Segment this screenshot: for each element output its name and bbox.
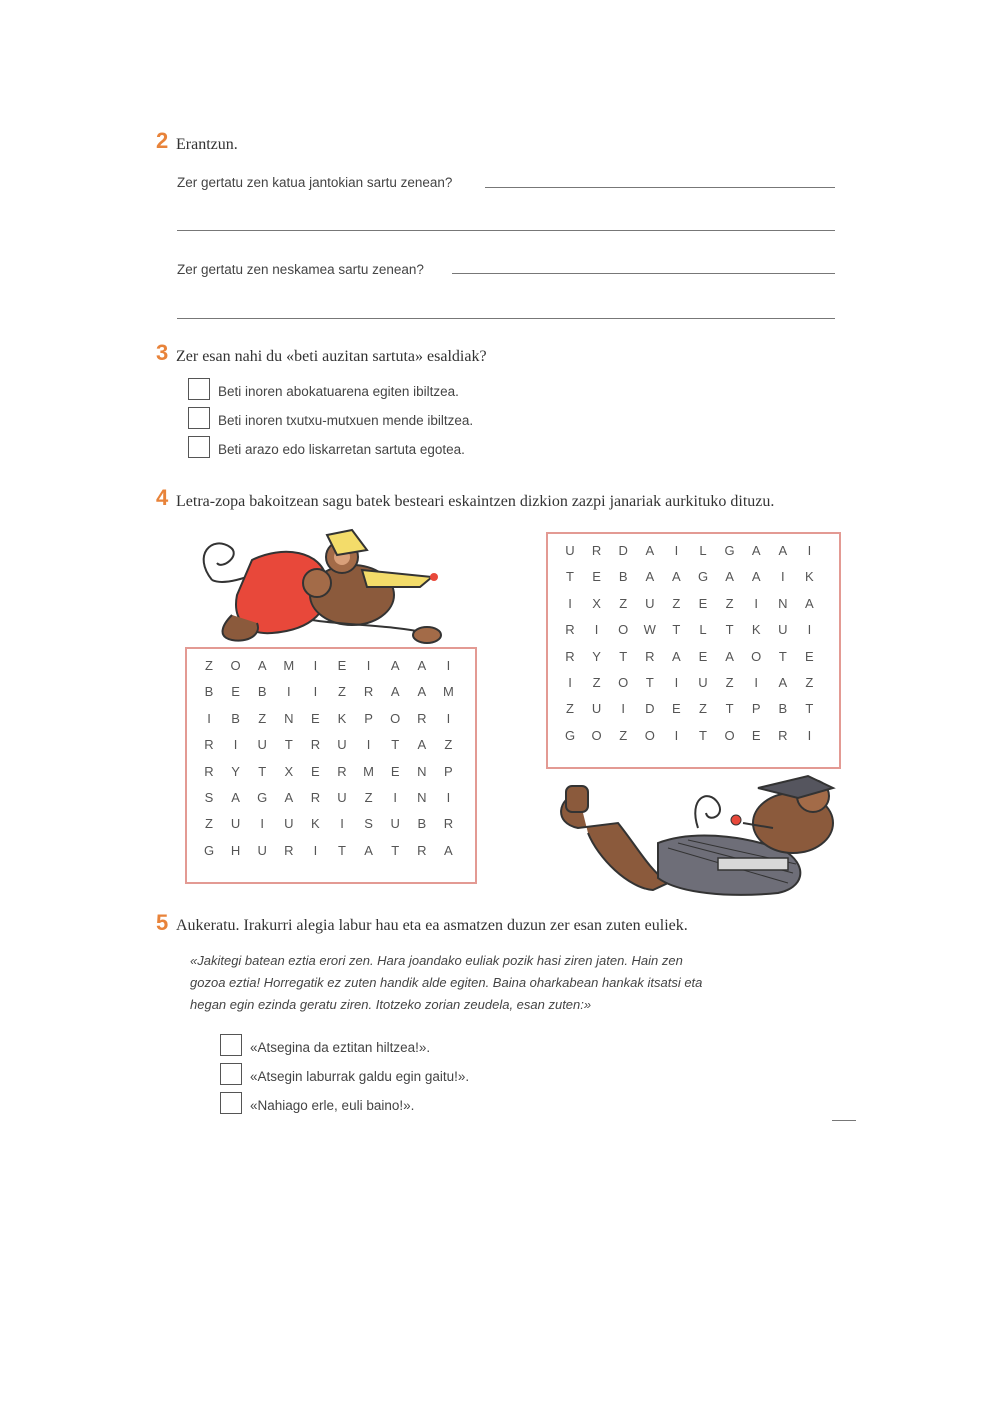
- option-3c-label: Beti arazo edo liskarretan sartuta egotea.: [218, 442, 465, 457]
- grid-letter[interactable]: R: [310, 790, 321, 805]
- grid-letter[interactable]: K: [805, 569, 814, 585]
- answer-line-2b[interactable]: [177, 318, 835, 319]
- grid-letter[interactable]: P: [364, 710, 373, 726]
- option-5b-checkbox[interactable]: [220, 1063, 242, 1085]
- grid-letter[interactable]: E: [231, 684, 240, 700]
- grid-letter[interactable]: A: [284, 790, 294, 805]
- grid-letter[interactable]: E: [751, 727, 761, 743]
- section-5-number: 5: [156, 910, 169, 935]
- grid-letter[interactable]: K: [311, 816, 320, 832]
- grid-letter[interactable]: S: [364, 816, 373, 832]
- grid-letter[interactable]: I: [568, 595, 572, 611]
- grid-letter[interactable]: L: [699, 543, 707, 558]
- answer-line-2a[interactable]: [452, 273, 835, 274]
- grid-letter[interactable]: D: [645, 701, 655, 717]
- section-5-title: Aukeratu. Irakurri alegia labur hau eta ea asmatzen duzun zer esan zuten euliek.: [176, 917, 688, 934]
- grid-letter[interactable]: Z: [258, 710, 267, 726]
- grid-letter[interactable]: I: [393, 790, 397, 805]
- grid-letter[interactable]: N: [284, 710, 294, 726]
- grid-letter[interactable]: R: [204, 763, 214, 779]
- grid-letter[interactable]: G: [564, 727, 576, 743]
- grid-letter[interactable]: R: [310, 737, 321, 753]
- grid-letter[interactable]: T: [778, 648, 787, 664]
- grid-letter[interactable]: Z: [205, 816, 213, 832]
- grid-letter[interactable]: I: [594, 622, 599, 638]
- grid-letter[interactable]: U: [645, 595, 655, 611]
- section-4-title: Letra-zopa bakoitzean sagu batek besteari eskaintzen dizkion zazpi janariak aurkituko dituzu.: [176, 493, 775, 510]
- grid-letter[interactable]: A: [805, 595, 814, 611]
- grid-letter[interactable]: L: [699, 622, 707, 638]
- grid-letter[interactable]: A: [390, 684, 400, 700]
- grid-letter[interactable]: R: [591, 543, 602, 558]
- grid-letter[interactable]: B: [778, 701, 788, 717]
- grid-letter[interactable]: A: [444, 842, 453, 858]
- grid-letter[interactable]: I: [313, 842, 318, 858]
- grid-letter[interactable]: Z: [338, 684, 346, 700]
- grid-letter[interactable]: T: [805, 701, 814, 717]
- grid-letter[interactable]: U: [257, 737, 267, 753]
- grid-letter[interactable]: Z: [699, 701, 707, 717]
- question-2: Zer gertatu zen neskamea sartu zenean?: [177, 262, 424, 277]
- grid-letter[interactable]: M: [363, 763, 375, 779]
- fable-text: [190, 950, 810, 1016]
- grid-letter[interactable]: O: [591, 727, 602, 743]
- grid-letter[interactable]: I: [807, 727, 812, 743]
- option-3a-label: Beti inoren abokatuarena egiten ibiltzea.: [218, 384, 459, 399]
- grid-letter[interactable]: T: [699, 727, 707, 743]
- grid-letter[interactable]: Z: [725, 675, 734, 690]
- section-2-title: Erantzun.: [176, 136, 238, 153]
- grid-letter[interactable]: E: [698, 595, 708, 611]
- grid-letter[interactable]: A: [417, 737, 427, 753]
- grid-letter[interactable]: A: [257, 658, 267, 673]
- grid-letter[interactable]: I: [207, 710, 211, 726]
- word-search-left: [185, 647, 477, 884]
- grid-letter[interactable]: U: [565, 543, 575, 558]
- grid-letter[interactable]: R: [417, 842, 427, 858]
- grid-letter[interactable]: E: [698, 648, 708, 664]
- grid-letter[interactable]: I: [754, 675, 758, 690]
- grid-letter[interactable]: K: [337, 710, 347, 726]
- option-5a-label: «Atsegina da eztitan hiltzea!».: [250, 1040, 431, 1055]
- grid-letter[interactable]: U: [337, 790, 347, 805]
- grid-letter[interactable]: R: [565, 622, 575, 638]
- grid-letter[interactable]: I: [674, 675, 679, 690]
- question-1: Zer gertatu zen katua jantokian sartu zenean?: [177, 175, 453, 190]
- grid-letter[interactable]: I: [446, 790, 451, 805]
- grid-letter[interactable]: I: [366, 737, 371, 753]
- grid-letter[interactable]: A: [390, 658, 400, 673]
- grid-letter[interactable]: T: [391, 842, 400, 858]
- grid-letter[interactable]: Z: [619, 595, 628, 611]
- grid-letter[interactable]: P: [751, 701, 761, 717]
- grid-letter[interactable]: A: [672, 648, 681, 664]
- option-3b-label: Beti inoren txutxu-mutxuen mende ibiltzea.: [218, 413, 474, 428]
- grid-letter[interactable]: N: [417, 763, 427, 779]
- grid-letter[interactable]: I: [286, 684, 291, 700]
- grid-letter[interactable]: R: [778, 727, 788, 743]
- grid-letter[interactable]: U: [698, 675, 708, 690]
- grid-letter[interactable]: M: [283, 658, 295, 673]
- grid-letter[interactable]: H: [230, 842, 241, 858]
- option-5a-checkbox[interactable]: [220, 1034, 242, 1056]
- grid-letter[interactable]: N: [778, 595, 788, 611]
- grid-letter[interactable]: R: [363, 684, 374, 700]
- grid-letter[interactable]: A: [778, 675, 788, 690]
- grid-letter[interactable]: T: [284, 737, 293, 753]
- grid-letter[interactable]: B: [231, 710, 240, 726]
- grid-letter[interactable]: U: [284, 816, 294, 832]
- section-4-number: 4: [156, 485, 169, 510]
- grid-letter[interactable]: A: [672, 569, 681, 585]
- grid-letter[interactable]: B: [618, 569, 628, 585]
- grid-letter[interactable]: A: [645, 543, 655, 558]
- grid-letter[interactable]: E: [805, 648, 814, 664]
- grid-letter[interactable]: E: [390, 763, 400, 779]
- grid-letter[interactable]: A: [364, 842, 373, 858]
- grid-letter[interactable]: O: [618, 675, 629, 690]
- grid-letter[interactable]: P: [444, 763, 453, 779]
- grid-letter[interactable]: A: [725, 569, 734, 585]
- option-3b-checkbox[interactable]: [188, 407, 210, 429]
- grid-letter[interactable]: Z: [725, 595, 734, 611]
- option-3c-checkbox[interactable]: [188, 436, 210, 458]
- grid-letter[interactable]: R: [645, 648, 655, 664]
- grid-letter[interactable]: I: [807, 622, 812, 638]
- grid-letter[interactable]: T: [725, 622, 734, 638]
- grid-letter[interactable]: T: [619, 648, 628, 664]
- grid-letter[interactable]: D: [618, 543, 628, 558]
- grid-letter[interactable]: O: [751, 648, 762, 664]
- grid-letter[interactable]: R: [284, 842, 294, 858]
- grid-letter[interactable]: O: [230, 658, 241, 673]
- grid-letter[interactable]: X: [284, 763, 294, 779]
- grid-letter[interactable]: Z: [205, 658, 213, 673]
- grid-letter[interactable]: A: [645, 569, 655, 585]
- grid-letter[interactable]: R: [417, 710, 427, 726]
- grid-letter[interactable]: I: [674, 727, 679, 743]
- grid-letter[interactable]: A: [778, 543, 788, 558]
- grid-letter[interactable]: M: [442, 684, 454, 700]
- grid-letter[interactable]: I: [313, 684, 318, 700]
- grid-letter[interactable]: A: [751, 543, 761, 558]
- option-5c-checkbox[interactable]: [220, 1092, 242, 1114]
- grid-letter[interactable]: G: [203, 842, 215, 858]
- grid-letter[interactable]: W: [643, 622, 656, 638]
- grid-letter[interactable]: G: [257, 790, 268, 805]
- grid-letter[interactable]: Z: [805, 675, 814, 690]
- grid-letter[interactable]: A: [417, 658, 427, 673]
- grid-letter[interactable]: I: [674, 543, 679, 558]
- answer-line-1a[interactable]: [485, 187, 835, 188]
- grid-letter[interactable]: O: [390, 710, 401, 726]
- grid-letter[interactable]: E: [337, 658, 347, 673]
- grid-letter[interactable]: I: [446, 658, 451, 673]
- grid-letter[interactable]: U: [230, 816, 241, 832]
- grid-letter[interactable]: Z: [444, 737, 453, 753]
- grid-letter[interactable]: G: [724, 543, 735, 558]
- grid-letter[interactable]: I: [366, 658, 371, 673]
- grid-letter[interactable]: R: [565, 648, 575, 664]
- grid-letter[interactable]: U: [257, 842, 267, 858]
- option-3a-checkbox[interactable]: [188, 378, 210, 400]
- grid-letter[interactable]: G: [697, 569, 709, 585]
- grid-letter[interactable]: R: [204, 737, 214, 753]
- grid-letter[interactable]: E: [592, 569, 601, 585]
- grid-letter[interactable]: O: [644, 727, 655, 743]
- mouse-reclining-illustration: [548, 768, 843, 903]
- grid-letter[interactable]: U: [390, 816, 400, 832]
- grid-letter[interactable]: I: [340, 816, 344, 832]
- grid-letter[interactable]: T: [645, 675, 654, 690]
- grid-letter[interactable]: Z: [619, 727, 628, 743]
- grid-letter[interactable]: U: [778, 622, 788, 638]
- grid-letter[interactable]: A: [725, 648, 734, 664]
- grid-letter[interactable]: A: [231, 790, 240, 805]
- grid-letter[interactable]: Z: [592, 675, 601, 690]
- answer-line-1b[interactable]: [177, 230, 835, 231]
- grid-letter[interactable]: T: [725, 701, 734, 717]
- grid-letter[interactable]: I: [233, 737, 238, 753]
- grid-letter[interactable]: T: [338, 842, 346, 858]
- option-5b-label: «Atsegin laburrak galdu egin gaitu!».: [250, 1069, 470, 1084]
- grid-letter[interactable]: B: [204, 684, 214, 700]
- grid-letter[interactable]: A: [751, 569, 761, 585]
- section-3-title: Zer esan nahi du «beti auzitan sartuta» esaldiak?: [176, 348, 487, 365]
- grid-letter[interactable]: S: [204, 790, 214, 805]
- grid-letter[interactable]: I: [780, 569, 785, 585]
- fable-line-2: gozoa eztia! Horregatik ez zuten handik alde egiten. Baina oharkabean hankak itsatsi eta: [190, 975, 703, 990]
- grid-letter[interactable]: X: [592, 595, 601, 611]
- grid-letter[interactable]: I: [754, 595, 758, 611]
- fable-line-3: hegan egin ezinda geratu ziren. Itotzeko zorian zeudela, esan zuten:»: [190, 997, 592, 1012]
- word-search-right: [546, 532, 841, 769]
- grid-letter[interactable]: U: [591, 701, 602, 717]
- grid-letter[interactable]: A: [417, 684, 427, 700]
- grid-letter[interactable]: E: [311, 710, 320, 726]
- grid-letter[interactable]: Z: [672, 595, 681, 611]
- grid-letter[interactable]: O: [618, 622, 629, 638]
- fable-line-1: «Jakitegi batean eztia erori zen. Hara joandako euliak pozik hasi ziren jaten. Hain zen: [190, 953, 683, 968]
- grid-letter[interactable]: B: [257, 684, 267, 700]
- section-2-number: 2: [156, 128, 169, 153]
- grid-letter[interactable]: Y: [231, 763, 240, 779]
- grid-letter[interactable]: Y: [592, 648, 601, 664]
- section-3-number: 3: [156, 340, 169, 365]
- grid-letter[interactable]: R: [443, 816, 454, 832]
- grid-letter[interactable]: I: [446, 710, 451, 726]
- page-edge-mark: [832, 1120, 856, 1121]
- grid-letter[interactable]: T: [566, 569, 574, 585]
- option-5c-label: «Nahiago erle, euli baino!».: [250, 1098, 415, 1113]
- grid-letter[interactable]: N: [417, 790, 427, 805]
- grid-letter[interactable]: Z: [566, 701, 574, 717]
- grid-letter[interactable]: B: [417, 816, 427, 832]
- grid-letter[interactable]: T: [672, 622, 681, 638]
- grid-letter[interactable]: E: [311, 763, 320, 779]
- grid-letter[interactable]: T: [391, 737, 400, 753]
- grid-letter[interactable]: O: [724, 727, 735, 743]
- grid-letter[interactable]: T: [258, 763, 267, 779]
- grid-letter[interactable]: I: [568, 675, 572, 690]
- grid-letter[interactable]: Z: [364, 790, 373, 805]
- grid-letter[interactable]: E: [672, 701, 681, 717]
- grid-letter[interactable]: I: [313, 658, 318, 673]
- grid-letter[interactable]: I: [621, 701, 625, 717]
- grid-letter[interactable]: U: [337, 737, 347, 753]
- grid-letter[interactable]: I: [807, 543, 812, 558]
- grid-letter[interactable]: R: [337, 763, 347, 779]
- mouse-offering-illustration: [192, 525, 452, 650]
- grid-letter[interactable]: I: [260, 816, 264, 832]
- grid-letter[interactable]: K: [751, 622, 761, 638]
